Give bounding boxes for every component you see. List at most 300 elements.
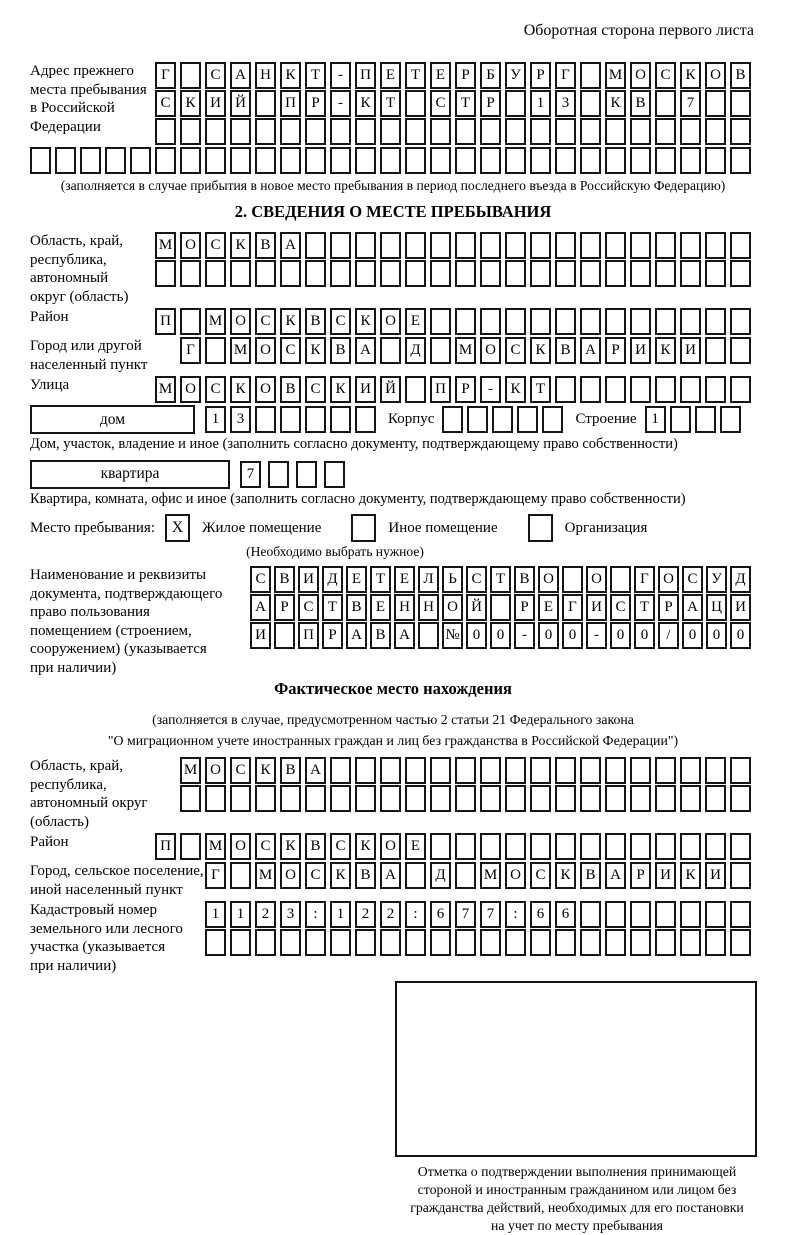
char-box <box>655 118 676 145</box>
char-box <box>280 929 301 956</box>
char-box: О <box>180 376 201 403</box>
label-line: сооружением) (указывается <box>30 641 207 657</box>
char-box <box>55 147 76 174</box>
char-box: Б <box>480 62 501 89</box>
apartment-label-box: квартира <box>30 460 230 489</box>
char-box: Г <box>155 62 176 89</box>
char-box: В <box>346 594 367 621</box>
char-box: Й <box>466 594 487 621</box>
char-box <box>330 118 351 145</box>
char-box <box>455 260 476 287</box>
char-box: В <box>355 862 376 889</box>
char-box: 1 <box>205 901 226 928</box>
char-box <box>455 147 476 174</box>
char-box <box>655 90 676 117</box>
char-box: В <box>274 566 295 593</box>
char-box: - <box>330 90 351 117</box>
char-box <box>330 785 351 812</box>
char-box: К <box>355 833 376 860</box>
char-box: Л <box>418 566 439 593</box>
char-box: Д <box>405 337 426 364</box>
char-box: К <box>255 757 276 784</box>
char-box <box>670 406 691 433</box>
char-box <box>580 929 601 956</box>
char-box <box>405 757 426 784</box>
char-box: В <box>555 337 576 364</box>
char-box <box>580 118 601 145</box>
char-box <box>555 376 576 403</box>
char-box <box>480 785 501 812</box>
char-box <box>430 118 451 145</box>
char-box <box>296 461 317 488</box>
char-box <box>280 118 301 145</box>
char-box: 0 <box>490 622 511 649</box>
char-box <box>180 308 201 335</box>
prev-address-field <box>30 62 756 145</box>
char-box <box>605 147 626 174</box>
char-box <box>380 232 401 259</box>
char-box <box>355 118 376 145</box>
char-box: В <box>305 833 326 860</box>
korpus-label: Корпус <box>388 411 435 427</box>
char-box: И <box>630 337 651 364</box>
char-box: А <box>250 594 271 621</box>
char-box: В <box>370 622 391 649</box>
char-box <box>555 260 576 287</box>
char-box: С <box>255 833 276 860</box>
char-box: К <box>330 376 351 403</box>
char-box: П <box>155 833 176 860</box>
stroenie-label: Строение <box>575 411 637 427</box>
cadastre-label <box>30 901 205 975</box>
char-box <box>324 461 345 488</box>
char-box <box>530 833 551 860</box>
char-box <box>605 833 626 860</box>
char-box: Г <box>634 566 655 593</box>
char-box: Ц <box>706 594 727 621</box>
char-row <box>155 260 751 287</box>
char-box <box>705 901 726 928</box>
char-box <box>630 929 651 956</box>
char-box: К <box>680 862 701 889</box>
char-box: О <box>630 62 651 89</box>
char-box <box>705 118 726 145</box>
char-box <box>580 90 601 117</box>
char-box <box>230 118 251 145</box>
char-box: К <box>655 337 676 364</box>
char-box <box>505 785 526 812</box>
char-box: - <box>330 62 351 89</box>
char-box <box>680 147 701 174</box>
char-box <box>580 308 601 335</box>
char-box <box>680 308 701 335</box>
char-box: И <box>205 90 226 117</box>
char-box: Й <box>380 376 401 403</box>
char-box: Т <box>490 566 511 593</box>
char-box: Г <box>555 62 576 89</box>
char-box <box>705 337 726 364</box>
char-box: К <box>230 232 251 259</box>
char-box: 0 <box>466 622 487 649</box>
char-box <box>555 308 576 335</box>
char-row <box>155 90 751 117</box>
char-box <box>405 376 426 403</box>
char-box: У <box>706 566 727 593</box>
char-box <box>542 406 563 433</box>
char-box: К <box>530 337 551 364</box>
char-box: О <box>505 862 526 889</box>
korpus-row <box>442 406 563 433</box>
char-box: И <box>298 566 319 593</box>
char-box <box>530 308 551 335</box>
label-line: Наименование и реквизиты <box>30 567 207 583</box>
apartment-number-row <box>240 461 345 488</box>
char-box <box>680 232 701 259</box>
char-box: 3 <box>555 90 576 117</box>
confirmation-box <box>395 981 757 1157</box>
char-box <box>205 260 226 287</box>
char-box: 0 <box>562 622 583 649</box>
prev-address-note: (заполняется в случае прибытия в новое место пребывания в период последнего въезда в Российскую Федерацию) <box>60 178 726 193</box>
char-box: М <box>180 757 201 784</box>
char-box: И <box>730 594 751 621</box>
label-line: при наличии) <box>30 659 117 676</box>
char-box: Т <box>405 62 426 89</box>
char-box: О <box>705 62 726 89</box>
char-box: О <box>442 594 463 621</box>
char-box <box>380 929 401 956</box>
char-box: Е <box>405 833 426 860</box>
char-box <box>705 308 726 335</box>
label-line: населенный пункт <box>30 356 148 373</box>
char-box <box>455 785 476 812</box>
char-box: О <box>255 376 276 403</box>
char-box: 0 <box>706 622 727 649</box>
char-box: Д <box>322 566 343 593</box>
char-box <box>405 147 426 174</box>
char-box <box>505 118 526 145</box>
char-box <box>430 232 451 259</box>
char-box <box>480 757 501 784</box>
char-box: П <box>430 376 451 403</box>
char-box <box>730 785 751 812</box>
char-box <box>555 118 576 145</box>
char-box <box>405 785 426 812</box>
checkbox-other <box>351 514 376 542</box>
char-box: И <box>705 862 726 889</box>
stay-type-row <box>30 514 756 542</box>
char-box <box>230 929 251 956</box>
char-box <box>605 260 626 287</box>
char-box <box>655 232 676 259</box>
char-box <box>430 757 451 784</box>
char-box <box>467 406 488 433</box>
char-box: Р <box>530 62 551 89</box>
char-box <box>655 833 676 860</box>
char-box <box>505 232 526 259</box>
char-box <box>555 147 576 174</box>
label-line: Отметка о подтверждении выполнения принимающей <box>417 1164 737 1179</box>
char-box <box>442 406 463 433</box>
char-box <box>505 260 526 287</box>
house-number-row <box>205 406 376 433</box>
char-box: А <box>305 757 326 784</box>
char-box <box>705 785 726 812</box>
char-box: К <box>355 90 376 117</box>
char-box <box>605 376 626 403</box>
char-box <box>505 929 526 956</box>
char-box <box>180 785 201 812</box>
char-row <box>155 232 751 259</box>
label-line: Кадастровый номер <box>30 902 157 918</box>
char-box <box>705 929 726 956</box>
char-box: : <box>405 901 426 928</box>
char-box: Р <box>455 376 476 403</box>
char-box <box>655 757 676 784</box>
char-box: 1 <box>530 90 551 117</box>
char-box: А <box>580 337 601 364</box>
char-box: 3 <box>280 901 301 928</box>
actual-city-label <box>30 862 205 899</box>
char-box: Р <box>630 862 651 889</box>
char-box <box>730 232 751 259</box>
char-box: А <box>394 622 415 649</box>
char-box <box>605 929 626 956</box>
char-box <box>530 260 551 287</box>
char-box <box>605 785 626 812</box>
char-row <box>205 862 751 889</box>
street-label: Улица <box>30 377 70 393</box>
char-box <box>155 260 176 287</box>
char-box: С <box>250 566 271 593</box>
char-box: М <box>205 833 226 860</box>
char-box <box>605 118 626 145</box>
label-line: округ (область) <box>30 288 129 305</box>
char-box: И <box>355 376 376 403</box>
char-box <box>680 376 701 403</box>
char-box <box>705 757 726 784</box>
char-box: О <box>205 757 226 784</box>
char-box <box>730 260 751 287</box>
char-box: 0 <box>682 622 703 649</box>
label-line: участка (указывается <box>30 939 166 955</box>
prev-address-label <box>30 62 155 136</box>
label-line: право пользования <box>30 604 150 620</box>
char-box: С <box>305 862 326 889</box>
actual-location-note <box>30 709 756 751</box>
actual-location-title: Фактическое место нахождения <box>274 679 512 698</box>
char-box <box>530 757 551 784</box>
char-box: 7 <box>240 461 261 488</box>
char-box <box>490 594 511 621</box>
char-box <box>480 929 501 956</box>
label-line: стороной и иностранным гражданином или лицом без <box>417 1182 737 1197</box>
char-box <box>730 376 751 403</box>
char-box: С <box>330 308 351 335</box>
region-field <box>30 232 756 306</box>
char-box <box>180 147 201 174</box>
stay-note: (Необходимо выбрать нужное) <box>246 544 424 559</box>
stay-option-residential <box>165 514 341 542</box>
char-box <box>280 147 301 174</box>
char-box: В <box>514 566 535 593</box>
char-box: С <box>530 862 551 889</box>
char-box: 0 <box>730 622 751 649</box>
char-box <box>730 862 751 889</box>
char-box: С <box>230 757 251 784</box>
char-box <box>730 833 751 860</box>
char-box: И <box>680 337 701 364</box>
char-box: С <box>505 337 526 364</box>
char-box: А <box>380 862 401 889</box>
char-box <box>580 833 601 860</box>
char-box <box>730 929 751 956</box>
char-box <box>255 118 276 145</box>
char-box: М <box>605 62 626 89</box>
char-box: 1 <box>205 406 226 433</box>
char-box: К <box>680 62 701 89</box>
char-box <box>305 785 326 812</box>
char-box: : <box>305 901 326 928</box>
char-box <box>630 232 651 259</box>
char-box <box>630 901 651 928</box>
char-box: И <box>655 862 676 889</box>
char-box <box>655 260 676 287</box>
char-box <box>505 90 526 117</box>
stroenie-row <box>645 406 741 433</box>
char-box <box>605 901 626 928</box>
char-box: Е <box>346 566 367 593</box>
char-box: Г <box>205 862 226 889</box>
char-box: В <box>280 376 301 403</box>
char-box <box>505 833 526 860</box>
char-box <box>30 147 51 174</box>
section2-title: 2. СВЕДЕНИЯ О МЕСТЕ ПРЕБЫВАНИЯ <box>234 202 552 221</box>
char-box: Р <box>274 594 295 621</box>
char-box <box>492 406 513 433</box>
char-box <box>680 901 701 928</box>
char-box <box>280 406 301 433</box>
char-box: К <box>280 308 301 335</box>
char-box <box>705 260 726 287</box>
char-row <box>155 833 751 860</box>
char-box: Д <box>730 566 751 593</box>
label-line: республика, <box>30 776 107 793</box>
district-label: Район <box>30 309 69 325</box>
char-box: 1 <box>230 901 251 928</box>
char-box <box>605 757 626 784</box>
char-box: И <box>586 594 607 621</box>
char-box <box>280 785 301 812</box>
stay-option-label: Организация <box>564 519 648 536</box>
char-box: 7 <box>455 901 476 928</box>
char-row <box>205 901 751 928</box>
char-box <box>155 147 176 174</box>
char-box <box>530 785 551 812</box>
char-box: С <box>298 594 319 621</box>
char-box: О <box>230 308 251 335</box>
char-box <box>305 929 326 956</box>
char-box: О <box>255 337 276 364</box>
char-box: С <box>205 62 226 89</box>
char-box <box>730 757 751 784</box>
char-box: Е <box>380 62 401 89</box>
char-box: С <box>655 62 676 89</box>
char-box <box>562 566 583 593</box>
char-box: В <box>580 862 601 889</box>
char-box: 1 <box>330 901 351 928</box>
char-box: К <box>180 90 201 117</box>
label-line: Область, край, <box>30 758 124 774</box>
char-box: Е <box>394 566 415 593</box>
char-box <box>455 929 476 956</box>
char-row <box>155 62 751 89</box>
char-box <box>355 260 376 287</box>
char-box <box>480 308 501 335</box>
char-box <box>430 833 451 860</box>
char-box: С <box>610 594 631 621</box>
char-box <box>555 785 576 812</box>
char-box: Р <box>455 62 476 89</box>
char-box: 1 <box>645 406 666 433</box>
char-box: Р <box>480 90 501 117</box>
char-box: Р <box>658 594 679 621</box>
char-box: К <box>230 376 251 403</box>
char-box <box>455 833 476 860</box>
char-box: 2 <box>355 901 376 928</box>
char-box <box>380 785 401 812</box>
actual-region-field <box>30 757 756 831</box>
char-box <box>268 461 289 488</box>
char-box <box>355 929 376 956</box>
char-box <box>555 757 576 784</box>
char-box: К <box>505 376 526 403</box>
char-box <box>705 376 726 403</box>
char-box: Е <box>370 594 391 621</box>
char-box: Ь <box>442 566 463 593</box>
char-box <box>655 308 676 335</box>
prev-address-rows <box>155 62 751 145</box>
char-box <box>405 90 426 117</box>
char-box <box>730 901 751 928</box>
char-box <box>430 785 451 812</box>
char-box <box>180 62 201 89</box>
char-row <box>180 785 751 812</box>
char-box <box>630 757 651 784</box>
label-line: автономный округ <box>30 795 148 811</box>
char-box <box>355 785 376 812</box>
char-row <box>205 929 751 956</box>
char-box: Т <box>530 376 551 403</box>
char-box: К <box>280 62 301 89</box>
apartment-row <box>30 460 756 489</box>
label-line: документа, подтверждающего <box>30 585 223 602</box>
char-box <box>530 929 551 956</box>
char-box: Р <box>322 622 343 649</box>
page-header: Оборотная сторона первого листа <box>523 22 754 39</box>
char-box <box>380 757 401 784</box>
char-box <box>205 147 226 174</box>
char-box <box>680 833 701 860</box>
char-box: Р <box>514 594 535 621</box>
char-box: - <box>514 622 535 649</box>
char-box: Д <box>430 862 451 889</box>
char-box: Г <box>180 337 201 364</box>
char-box <box>355 406 376 433</box>
char-box: О <box>538 566 559 593</box>
char-box <box>655 901 676 928</box>
char-box: Н <box>394 594 415 621</box>
